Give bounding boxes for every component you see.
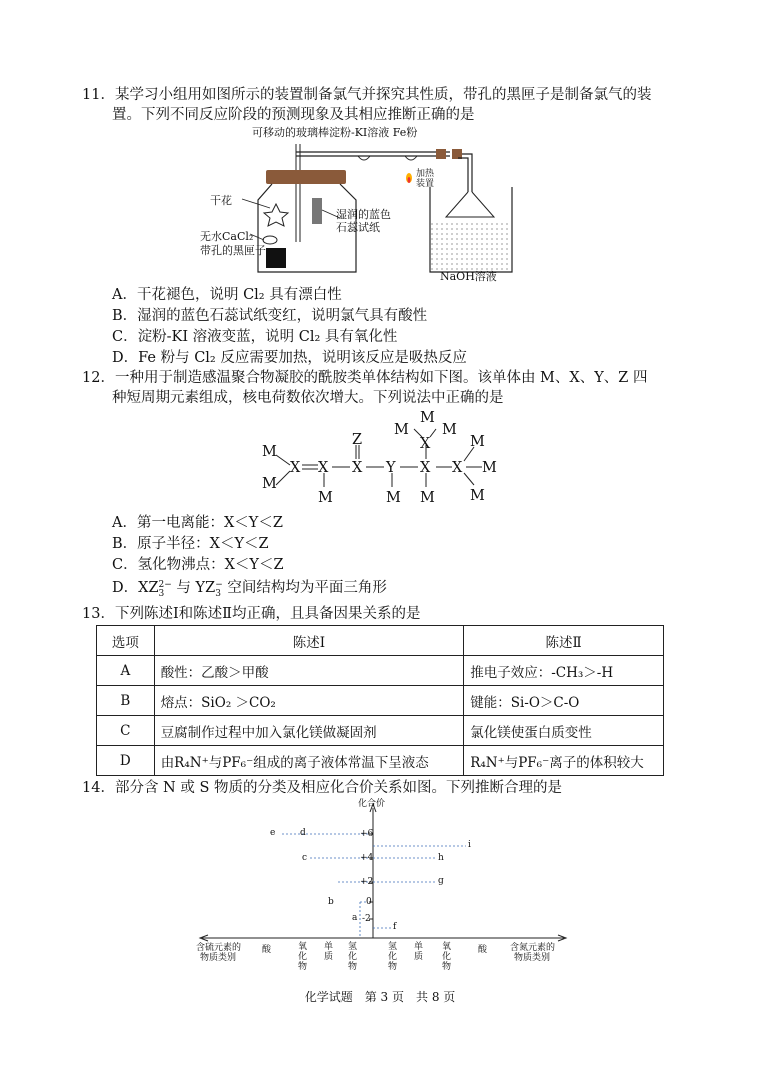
q12-option-d <box>112 577 387 599</box>
table-cell: R₄N⁺与PF₆⁻离子的体积较大 <box>464 746 664 776</box>
q12-optd-sub1: 3 <box>158 589 165 599</box>
atom-m: M <box>394 422 409 438</box>
q12-option-b: B．原子半径：X＜Y＜Z <box>112 536 269 552</box>
atom-m: M <box>442 422 457 438</box>
atom-m: M <box>262 444 277 460</box>
atom-m: M <box>470 434 485 450</box>
point-label: d <box>300 828 306 838</box>
left-axis-label-1: 含硫元素的 <box>196 943 242 953</box>
label-dry-flower: 干花 <box>210 194 232 207</box>
atom-x: X <box>420 460 431 476</box>
table-cell: A <box>97 656 155 686</box>
header-cell: 选项 <box>97 626 155 656</box>
q11-option-b: B．湿润的蓝色石蕊试纸变红，说明氯气具有酸性 <box>112 308 428 324</box>
atom-m: M <box>420 410 435 426</box>
q12-option-a: A．第一电离能：X＜Y＜Z <box>112 515 283 531</box>
atom-m: M <box>386 490 401 506</box>
label-heat-2: 装置 <box>416 179 435 189</box>
q13-table <box>96 625 664 776</box>
table-cell: B <box>97 686 155 716</box>
category-label: 氢化物 <box>348 942 358 972</box>
tick-label: -2 <box>362 914 371 924</box>
header-cell: 陈述Ⅱ <box>464 626 664 656</box>
right-axis-label-1: 含氮元素的 <box>510 943 556 953</box>
category-label: 氧化物 <box>298 942 308 972</box>
category-label: 氧化物 <box>442 942 452 972</box>
right-axis-label-2: 物质类别 <box>514 953 551 963</box>
category-label: 酸 <box>262 945 272 955</box>
table-row <box>97 716 664 746</box>
point-label: g <box>438 876 444 886</box>
point-label: h <box>438 853 444 863</box>
q14-stem: 14．部分含 N 或 S 物质的分类及相应化合价关系如图。下列推断合理的是 <box>82 780 563 796</box>
table-cell: 由R₄N⁺与PF₆⁻组成的离子液体常温下呈液态 <box>154 746 464 776</box>
point-label: c <box>302 853 308 863</box>
category-label: 氢化物 <box>388 942 398 972</box>
atom-x: X <box>290 460 301 476</box>
table-row <box>97 686 664 716</box>
tick-label: +2 <box>360 877 374 887</box>
q12-structure-figure <box>250 405 510 505</box>
q11-option-a: A．干花褪色，说明 Cl₂ 具有漂白性 <box>112 287 342 303</box>
point-label: e <box>270 828 276 838</box>
atom-m: M <box>318 490 333 506</box>
label-litmus-2: 石蕊试纸 <box>336 221 380 234</box>
label-naoh: NaOH溶液 <box>440 270 497 283</box>
point-label: i <box>468 840 471 850</box>
q12-stem-line1: 12．一种用于制造感温聚合物凝胶的酰胺类单体结构如下图。该单体由 M、X、Y、Z 四 <box>82 370 648 386</box>
q11-stem-line2: 置。下列不同反应阶段的预测现象及其相应推断正确的是 <box>112 107 475 123</box>
table-row <box>97 656 664 686</box>
table-cell: 熔点：SiO₂ ＞CO₂ <box>154 686 464 716</box>
atom-x: X <box>420 436 431 452</box>
q11-option-d: D．Fe 粉与 Cl₂ 反应需要加热，说明该反应是吸热反应 <box>112 350 467 366</box>
atom-x: X <box>318 460 329 476</box>
atom-y: Y <box>386 460 396 476</box>
tick-label: 0 <box>366 897 372 907</box>
table-header-row <box>97 626 664 656</box>
table-cell: 氯化镁使蛋白质变性 <box>464 716 664 746</box>
atom-x: X <box>452 460 463 476</box>
label-litmus-1: 湿润的蓝色 <box>336 208 391 221</box>
q12-stem-line2: 种短周期元素组成，核电荷数依次增大。下列说法中正确的是 <box>112 390 504 406</box>
label-black-box: 带孔的黑匣子 <box>200 244 266 257</box>
q11-apparatus-figure <box>200 122 530 282</box>
point-label: b <box>328 897 334 907</box>
header-cell: 陈述Ⅰ <box>154 626 464 656</box>
q12-optd-sub2: 3 <box>215 589 221 599</box>
table-cell: 推电子效应：-CH₃＞-H <box>464 656 664 686</box>
table-cell: 豆腐制作过程中加入氯化镁做凝固剂 <box>154 716 464 746</box>
left-axis-label-2: 物质类别 <box>200 953 237 963</box>
label-heat-1: 加热 <box>416 169 435 179</box>
category-label: 酸 <box>478 945 488 955</box>
q13-stem: 13．下列陈述Ⅰ和陈述Ⅱ均正确，且具备因果关系的是 <box>82 606 421 622</box>
q12-optd-suffix: 空间结构均为平面三角形 <box>222 580 387 596</box>
q11-stem-line1: 11．某学习小组用如图所示的装置制备氯气并探究其性质，带孔的黑匣子是制备氯气的装 <box>82 87 652 103</box>
tick-label: +6 <box>360 829 374 839</box>
label-cacl2: 无水CaCl₂ <box>200 230 254 243</box>
point-label: f <box>393 922 397 932</box>
label-top-apparatus: 可移动的玻璃棒淀粉-KI溶液 Fe粉 <box>252 126 418 139</box>
q14-valence-chart <box>190 796 570 978</box>
atom-m: M <box>482 460 497 476</box>
apparatus-drawing <box>200 122 530 282</box>
atom-m: M <box>420 490 435 506</box>
atom-m: M <box>470 488 485 504</box>
atom-x: X <box>352 460 363 476</box>
table-cell: C <box>97 716 155 746</box>
atom-m: M <box>262 476 277 492</box>
table-cell: 键能：Si-O＞C-O <box>464 686 664 716</box>
q12-option-c: C．氢化物沸点：X＜Y＜Z <box>112 557 284 573</box>
y-axis-title: 化合价 <box>358 799 386 809</box>
q12-optd-sup2: − <box>215 580 223 590</box>
category-label: 单质 <box>414 942 424 962</box>
table-cell: 酸性：乙酸＞甲酸 <box>154 656 464 686</box>
table-row <box>97 746 664 776</box>
q12-optd-prefix: D．XZ <box>112 580 159 596</box>
table-cell: D <box>97 746 155 776</box>
atom-z: Z <box>352 432 363 448</box>
tick-label: +4 <box>360 853 374 863</box>
page-footer: 化学试题 第 3 页 共 8 页 <box>304 990 456 1004</box>
q12-optd-sup1: 2− <box>158 580 172 590</box>
category-label: 单质 <box>324 942 334 962</box>
q11-option-c: C．淀粉-KI 溶液变蓝，说明 Cl₂ 具有氧化性 <box>112 329 398 345</box>
q12-optd-mid: 与 YZ <box>171 580 216 596</box>
point-label: a <box>352 913 358 923</box>
